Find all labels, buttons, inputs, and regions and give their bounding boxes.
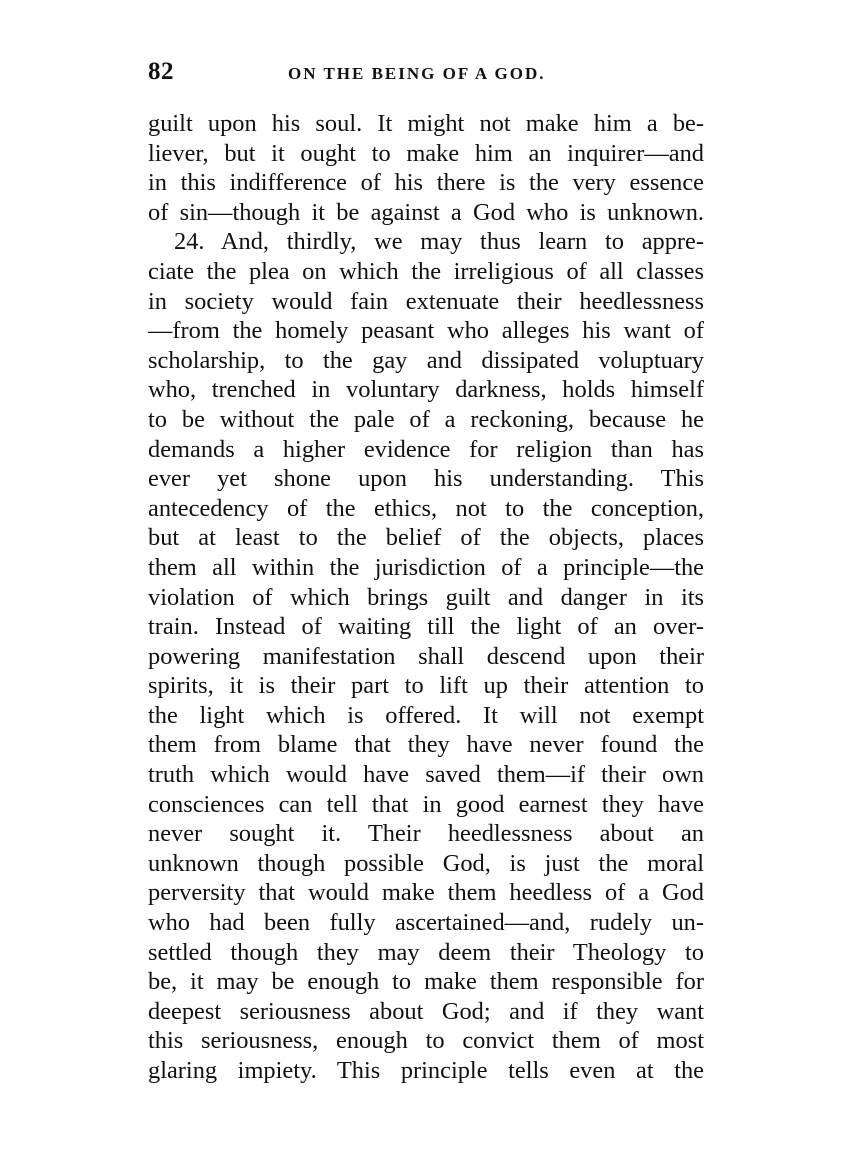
text-line: —from the homely peasant who alleges his want of bbox=[148, 317, 704, 345]
text-line: this seriousness, enough to convict them of most bbox=[148, 1027, 704, 1055]
text-line: the light which is offered. It will not exempt bbox=[148, 701, 704, 729]
text-line: unknown though possible God, is just the moral bbox=[148, 849, 704, 877]
text-line: spirits, it is their part to lift up their attention to bbox=[148, 672, 704, 700]
text-line: truth which would have saved them—if their own bbox=[148, 761, 704, 789]
text-line: powering manifestation shall descend upon their bbox=[148, 642, 704, 670]
text-line: to be without the pale of a reckoning, because he bbox=[148, 405, 704, 433]
text-line: but at least to the belief of the objects, places bbox=[148, 524, 704, 552]
text-line: who, trenched in voluntary darkness, holds himself bbox=[148, 376, 704, 404]
text-line: them all within the jurisdiction of a principle—the bbox=[148, 553, 704, 581]
text-line: in this indifference of his there is the very essence bbox=[148, 169, 704, 197]
text-line: violation of which brings guilt and danger in its bbox=[148, 583, 704, 611]
text-line: of sin—though it be against a God who is unknown. bbox=[148, 198, 704, 226]
body-text bbox=[148, 109, 704, 1086]
text-line: them from blame that they have never found the bbox=[148, 731, 704, 759]
text-line: consciences can tell that in good earnest they have bbox=[148, 790, 704, 818]
running-head bbox=[148, 58, 704, 90]
text-line: 24. And, thirdly, we may thus learn to appre- bbox=[174, 228, 704, 256]
text-line: who had been fully ascertained—and, rudely un- bbox=[148, 909, 704, 937]
text-line: ever yet shone upon his understanding. This bbox=[148, 465, 704, 493]
text-line: be, it may be enough to make them responsible for bbox=[148, 968, 704, 996]
text-line: guilt upon his soul. It might not make him a be- bbox=[148, 110, 704, 137]
text-line: antecedency of the ethics, not to the conception, bbox=[148, 494, 704, 522]
text-line: perversity that would make them heedless of a God bbox=[148, 879, 704, 907]
text-line: demands a higher evidence for religion than has bbox=[148, 435, 704, 463]
running-title: ON THE BEING OF A GOD. bbox=[288, 64, 546, 83]
text-line: ciate the plea on which the irreligious of all classes bbox=[148, 257, 704, 285]
page-number: 82 bbox=[148, 58, 174, 85]
text-line: never sought it. Their heedlessness about an bbox=[148, 820, 704, 848]
text-line: scholarship, to the gay and dissipated voluptuary bbox=[148, 346, 704, 374]
text-line: train. Instead of waiting till the light of an over- bbox=[148, 613, 704, 641]
text-line: liever, but it ought to make him an inquirer—and bbox=[148, 139, 704, 167]
text-line: settled though they may deem their Theology to bbox=[148, 938, 704, 966]
text-line: in society would fain extenuate their heedlessness bbox=[148, 287, 704, 315]
text-line: deepest seriousness about God; and if they want bbox=[148, 997, 704, 1025]
text-line: glaring impiety. This principle tells even at the bbox=[148, 1057, 704, 1084]
